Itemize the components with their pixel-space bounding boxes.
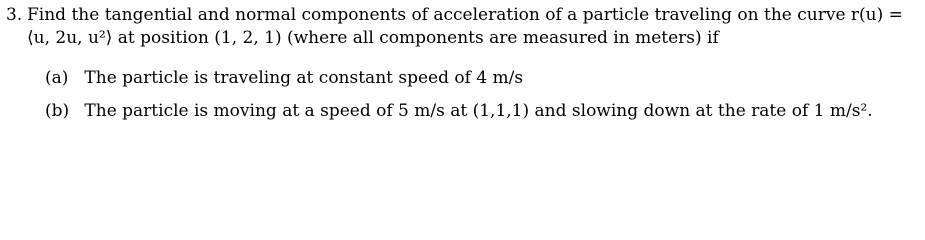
part-a <box>45 67 523 89</box>
part-b <box>45 100 873 122</box>
part-a-label: (a) <box>45 68 69 88</box>
part-b-text: The particle is moving at a speed of 5 m/s at (1,1,1) and slowing down at the rate of 1 m/s². <box>84 101 873 121</box>
problem-number: 3. <box>6 5 23 25</box>
problem-statement-line-2: ⟨u, 2u, u²⟩ at position (1, 2, 1) (where all components are measured in meters) if <box>27 28 719 48</box>
part-a-text: The particle is traveling at constant speed of 4 m/s <box>84 68 524 88</box>
problem-statement-line-1: Find the tangential and normal components of acceleration of a particle traveling on the curve r(u) = <box>27 5 903 25</box>
part-b-label: (b) <box>45 101 70 121</box>
